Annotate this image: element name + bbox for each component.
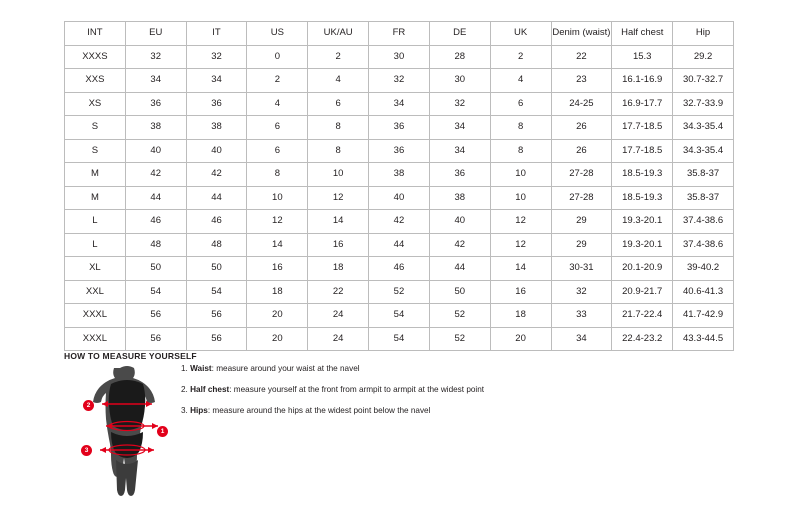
cell: 30 bbox=[369, 45, 430, 69]
cell: 22.4-23.2 bbox=[612, 327, 673, 351]
table-row bbox=[65, 233, 734, 257]
table-row bbox=[65, 280, 734, 304]
cell: 27-28 bbox=[551, 163, 612, 187]
list-item-text: : measure around your waist at the navel bbox=[211, 364, 360, 373]
cell: 54 bbox=[369, 304, 430, 328]
cell: 6 bbox=[308, 92, 369, 116]
table-row bbox=[65, 163, 734, 187]
column-header: Hip bbox=[673, 22, 734, 46]
cell: S bbox=[65, 116, 126, 140]
cell: 18 bbox=[247, 280, 308, 304]
cell: 52 bbox=[429, 304, 490, 328]
cell: 12 bbox=[490, 233, 551, 257]
cell: 42 bbox=[369, 210, 430, 234]
cell: 36 bbox=[369, 139, 430, 163]
cell: 52 bbox=[429, 327, 490, 351]
table-header-row bbox=[65, 22, 734, 46]
how-to-measure-title: HOW TO MEASURE YOURSELF bbox=[64, 351, 197, 361]
cell: 44 bbox=[429, 257, 490, 281]
cell: 36 bbox=[186, 92, 247, 116]
cell: 34.3-35.4 bbox=[673, 116, 734, 140]
cell: 40.6-41.3 bbox=[673, 280, 734, 304]
measure-badge-hips: 3 bbox=[81, 445, 92, 456]
cell: 40 bbox=[369, 186, 430, 210]
column-header: Half chest bbox=[612, 22, 673, 46]
column-header: UK bbox=[490, 22, 551, 46]
cell: 38 bbox=[429, 186, 490, 210]
cell: 32 bbox=[551, 280, 612, 304]
cell: 8 bbox=[490, 116, 551, 140]
cell: 20 bbox=[247, 327, 308, 351]
cell: 10 bbox=[247, 186, 308, 210]
cell: 30.7-32.7 bbox=[673, 69, 734, 93]
cell: 50 bbox=[429, 280, 490, 304]
cell: 6 bbox=[490, 92, 551, 116]
cell: 18 bbox=[490, 304, 551, 328]
cell: L bbox=[65, 210, 126, 234]
cell: 48 bbox=[186, 233, 247, 257]
size-table bbox=[64, 21, 734, 351]
cell: 50 bbox=[186, 257, 247, 281]
list-item-text: : measure yourself at the front from armpit to armpit at the widest point bbox=[229, 384, 485, 394]
cell: 36 bbox=[429, 163, 490, 187]
column-header: EU bbox=[125, 22, 186, 46]
cell: 17.7-18.5 bbox=[612, 139, 673, 163]
list-item-number: 2. bbox=[181, 384, 191, 394]
cell: 39-40.2 bbox=[673, 257, 734, 281]
cell: XXXL bbox=[65, 327, 126, 351]
table-row bbox=[65, 210, 734, 234]
hips-arrow-left-icon bbox=[100, 447, 106, 453]
cell: 24 bbox=[308, 304, 369, 328]
how-to-measure-list bbox=[181, 364, 601, 427]
cell: 17.7-18.5 bbox=[612, 116, 673, 140]
cell: 24 bbox=[308, 327, 369, 351]
cell: 22 bbox=[308, 280, 369, 304]
cell: 0 bbox=[247, 45, 308, 69]
cell: 42 bbox=[429, 233, 490, 257]
cell: 56 bbox=[125, 304, 186, 328]
cell: 2 bbox=[308, 45, 369, 69]
cell: 56 bbox=[186, 327, 247, 351]
cell: 34 bbox=[429, 116, 490, 140]
cell: 6 bbox=[247, 116, 308, 140]
cell: M bbox=[65, 186, 126, 210]
table-row bbox=[65, 45, 734, 69]
table-row bbox=[65, 186, 734, 210]
mannequin-figure bbox=[86, 364, 176, 504]
cell: 27-28 bbox=[551, 186, 612, 210]
list-item-number: 1. bbox=[181, 364, 191, 373]
column-header: IT bbox=[186, 22, 247, 46]
cell: XXXS bbox=[65, 45, 126, 69]
cell: 8 bbox=[247, 163, 308, 187]
cell: S bbox=[65, 139, 126, 163]
cell: XXS bbox=[65, 69, 126, 93]
cell: 36 bbox=[369, 116, 430, 140]
cell: 34 bbox=[551, 327, 612, 351]
measure-badge-half-chest: 2 bbox=[83, 400, 94, 411]
cell: 50 bbox=[125, 257, 186, 281]
cell: 54 bbox=[125, 280, 186, 304]
cell: 12 bbox=[308, 186, 369, 210]
cell: 48 bbox=[125, 233, 186, 257]
legs bbox=[116, 460, 138, 496]
cell: 36 bbox=[125, 92, 186, 116]
measure-badge-waist: 1 bbox=[157, 426, 168, 437]
cell: 38 bbox=[186, 116, 247, 140]
cell: XXXL bbox=[65, 304, 126, 328]
cell: 26 bbox=[551, 139, 612, 163]
cell: M bbox=[65, 163, 126, 187]
cell: 34 bbox=[429, 139, 490, 163]
cell: 23 bbox=[551, 69, 612, 93]
column-header: FR bbox=[369, 22, 430, 46]
cell: 20 bbox=[490, 327, 551, 351]
table-row bbox=[65, 304, 734, 328]
cell: 32 bbox=[369, 69, 430, 93]
cell: 8 bbox=[490, 139, 551, 163]
half-chest-arrow-left-icon bbox=[102, 401, 108, 407]
table-row bbox=[65, 139, 734, 163]
cell: 26 bbox=[551, 116, 612, 140]
cell: 29.2 bbox=[673, 45, 734, 69]
cell: 18.5-19.3 bbox=[612, 186, 673, 210]
cell: 34.3-35.4 bbox=[673, 139, 734, 163]
table-row bbox=[65, 327, 734, 351]
cell: 19.3-20.1 bbox=[612, 233, 673, 257]
column-header: UK/AU bbox=[308, 22, 369, 46]
cell: 54 bbox=[186, 280, 247, 304]
cell: 2 bbox=[490, 45, 551, 69]
cell: 33 bbox=[551, 304, 612, 328]
cell: 32 bbox=[186, 45, 247, 69]
cell: 14 bbox=[247, 233, 308, 257]
cell: 38 bbox=[369, 163, 430, 187]
cell: 40 bbox=[186, 139, 247, 163]
cell: 29 bbox=[551, 210, 612, 234]
cell: 35.8-37 bbox=[673, 186, 734, 210]
list-item bbox=[181, 406, 601, 416]
cell: 32 bbox=[125, 45, 186, 69]
hips-arrow-right-icon bbox=[148, 447, 154, 453]
cell: 21.7-22.4 bbox=[612, 304, 673, 328]
list-item-term: Half chest bbox=[190, 384, 230, 394]
cell: 8 bbox=[308, 139, 369, 163]
size-table-head bbox=[65, 22, 734, 46]
cell: 34 bbox=[369, 92, 430, 116]
list-item-number: 3. bbox=[181, 405, 191, 415]
cell: 35.8-37 bbox=[673, 163, 734, 187]
cell: 30 bbox=[429, 69, 490, 93]
cell: L bbox=[65, 233, 126, 257]
cell: 16 bbox=[308, 233, 369, 257]
cell: XL bbox=[65, 257, 126, 281]
cell: 6 bbox=[247, 139, 308, 163]
cell: XXL bbox=[65, 280, 126, 304]
table-row bbox=[65, 92, 734, 116]
cell: 2 bbox=[247, 69, 308, 93]
cell: 20 bbox=[247, 304, 308, 328]
table-row bbox=[65, 257, 734, 281]
cell: 46 bbox=[369, 257, 430, 281]
cell: 44 bbox=[369, 233, 430, 257]
cell: 10 bbox=[490, 186, 551, 210]
table-row bbox=[65, 116, 734, 140]
cell: 42 bbox=[186, 163, 247, 187]
cell: 56 bbox=[186, 304, 247, 328]
cell: 14 bbox=[490, 257, 551, 281]
cell: 29 bbox=[551, 233, 612, 257]
cell: 20.1-20.9 bbox=[612, 257, 673, 281]
list-item-term: Waist bbox=[190, 364, 212, 373]
cell: 4 bbox=[247, 92, 308, 116]
cell: 15.3 bbox=[612, 45, 673, 69]
list-item-term: Hips bbox=[190, 405, 208, 415]
cell: 18.5-19.3 bbox=[612, 163, 673, 187]
list-item-text: : measure around the hips at the widest point below the navel bbox=[207, 405, 431, 415]
cell: 4 bbox=[308, 69, 369, 93]
column-header: US bbox=[247, 22, 308, 46]
cell: 14 bbox=[308, 210, 369, 234]
cell: 8 bbox=[308, 116, 369, 140]
cell: 32.7-33.9 bbox=[673, 92, 734, 116]
cell: 34 bbox=[186, 69, 247, 93]
cell: XS bbox=[65, 92, 126, 116]
cell: 10 bbox=[490, 163, 551, 187]
cell: 10 bbox=[308, 163, 369, 187]
cell: 56 bbox=[125, 327, 186, 351]
cell: 16.1-16.9 bbox=[612, 69, 673, 93]
cell: 37.4-38.6 bbox=[673, 210, 734, 234]
cell: 16 bbox=[247, 257, 308, 281]
cell: 12 bbox=[490, 210, 551, 234]
column-header: DE bbox=[429, 22, 490, 46]
cell: 4 bbox=[490, 69, 551, 93]
cell: 44 bbox=[125, 186, 186, 210]
size-table-container bbox=[64, 21, 734, 351]
cell: 19.3-20.1 bbox=[612, 210, 673, 234]
cell: 28 bbox=[429, 45, 490, 69]
cell: 12 bbox=[247, 210, 308, 234]
cell: 44 bbox=[186, 186, 247, 210]
column-header: Denim (waist) bbox=[551, 22, 612, 46]
cell: 40 bbox=[429, 210, 490, 234]
cell: 32 bbox=[429, 92, 490, 116]
cell: 24-25 bbox=[551, 92, 612, 116]
cell: 46 bbox=[125, 210, 186, 234]
cell: 20.9-21.7 bbox=[612, 280, 673, 304]
column-header: INT bbox=[65, 22, 126, 46]
cell: 30-31 bbox=[551, 257, 612, 281]
cell: 54 bbox=[369, 327, 430, 351]
cell: 46 bbox=[186, 210, 247, 234]
cell: 42 bbox=[125, 163, 186, 187]
cell: 38 bbox=[125, 116, 186, 140]
cell: 40 bbox=[125, 139, 186, 163]
cell: 22 bbox=[551, 45, 612, 69]
cell: 41.7-42.9 bbox=[673, 304, 734, 328]
cell: 52 bbox=[369, 280, 430, 304]
cell: 43.3-44.5 bbox=[673, 327, 734, 351]
list-item bbox=[181, 385, 601, 395]
cell: 16.9-17.7 bbox=[612, 92, 673, 116]
list-item bbox=[181, 364, 601, 374]
cell: 37.4-38.6 bbox=[673, 233, 734, 257]
size-table-body bbox=[65, 45, 734, 351]
table-row bbox=[65, 69, 734, 93]
cell: 34 bbox=[125, 69, 186, 93]
cell: 18 bbox=[308, 257, 369, 281]
cell: 16 bbox=[490, 280, 551, 304]
